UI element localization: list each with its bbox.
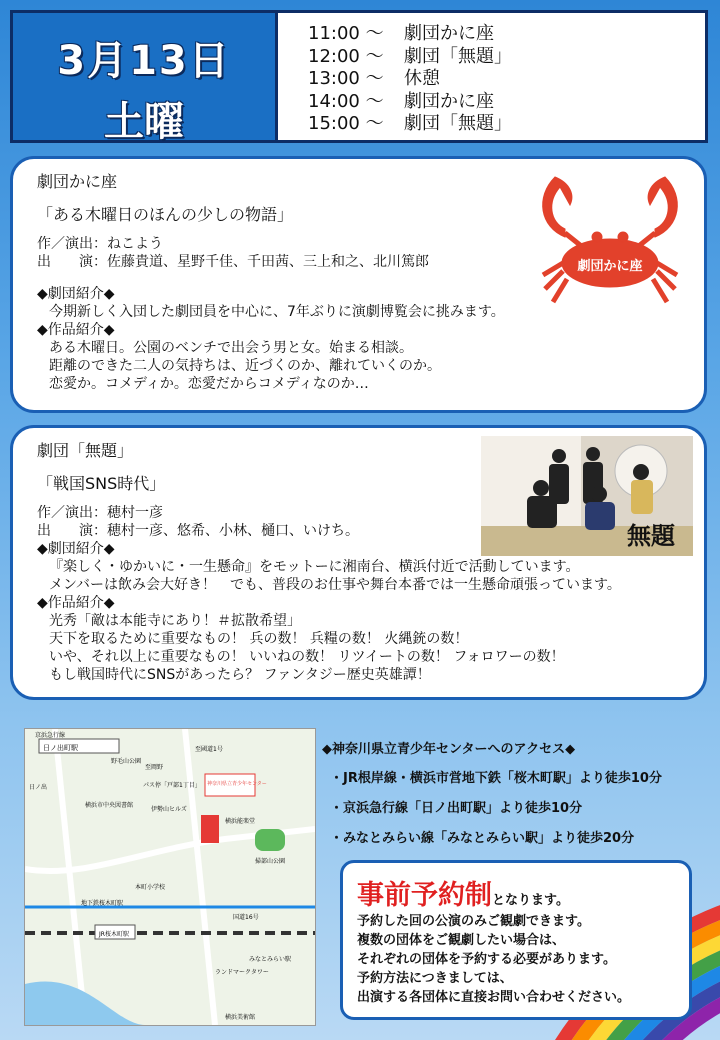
map-label: 日ノ出: [29, 784, 48, 791]
date-box: [10, 10, 278, 143]
schedule-event: 劇団かに座: [404, 23, 494, 44]
map-label: JR桜木町駅: [99, 931, 129, 938]
reservation-line: それぞれの団体を予約する必要があります。: [357, 952, 616, 967]
map-label: 野毛山公園: [111, 758, 142, 765]
troupe-intro-line: メンバーは飲み会大好き！ でも、普段のお仕事や舞台本番では一生懸命頑張っています。: [49, 577, 621, 593]
troupe-intro-heading: ◆劇団紹介◆: [37, 541, 115, 557]
schedule-time: 15:00 〜: [308, 113, 384, 134]
schedule-time: 12:00 〜: [308, 45, 384, 67]
play-title: 「ある木曜日のほんの少しの物語」: [37, 205, 294, 224]
access-map: [24, 728, 316, 1026]
map-label-destination: 神奈川県立青少年センター: [207, 781, 267, 787]
reservation-line: 予約した回の公演のみご観劇できます。: [357, 914, 590, 929]
map-label: 伊勢山ヒルズ: [151, 806, 187, 813]
schedule-row: [308, 46, 705, 69]
work-intro-heading: ◆作品紹介◆: [37, 595, 115, 611]
map-label: 掃部山公園: [255, 858, 286, 865]
troupe-photo: [481, 436, 693, 556]
map-label: 横浜能楽堂: [225, 818, 256, 825]
work-intro-line: もし戦国時代にSNSがあったら？ ファンタジー歴史英雄譚！: [49, 667, 431, 683]
reservation-heading-suffix: となります。: [492, 893, 569, 908]
map-label: 本町小学校: [135, 884, 166, 891]
map-label: 地下鉄桜木町駅: [81, 900, 124, 907]
map-label: 国道16号: [233, 914, 259, 921]
schedule-box: [278, 10, 708, 143]
event-date: 3月13日: [57, 38, 231, 84]
work-intro-line: いや、それ以上に重要なもの！ いいねの数！ リツイートの数！ フォロワーの数！: [49, 649, 565, 665]
event-weekday: 土曜: [104, 99, 184, 145]
schedule-row: [308, 113, 705, 136]
map-label: ランドマークタワー: [215, 969, 269, 976]
play-title: 「戦国SNS時代」: [37, 474, 166, 493]
schedule-row: [308, 91, 705, 114]
map-label: 至國道1号: [195, 746, 223, 753]
map-label: 京浜急行線: [35, 732, 66, 739]
troupe-name: 劇団かに座: [37, 172, 118, 191]
access-item: ・JR根岸線・横浜市営地下鉄「桜木町駅」より徒歩10分: [330, 771, 662, 786]
access-title: ◆神奈川県立青少年センターへのアクセス◆: [322, 742, 576, 757]
cast-line: 出 演：穂村一彦、悠希、小林、樋口、いけち。: [37, 523, 359, 539]
troupe-intro-line: 『楽しく・ゆかいに・一生懸命』をモットーに湘南台、横浜付近で活動しています。: [49, 559, 580, 575]
reservation-notice: [340, 860, 692, 1020]
map-label-station: 日ノ出町駅: [43, 744, 78, 752]
reservation-line: 出演する各団体に直接お問い合わせください。: [357, 990, 631, 1005]
schedule-event: 劇団かに座: [404, 90, 494, 112]
map-label: パス停「戸部1丁目」: [143, 782, 201, 789]
work-intro-line: 距離のできた二人の気持ちは、近づくのか、離れていくのか。: [49, 358, 441, 374]
troupe-card-kaniza: [10, 156, 707, 413]
troupe-card-mudai: [10, 425, 707, 700]
troupe-name: 劇団「無題」: [37, 441, 134, 460]
schedule-time: 14:00 〜: [308, 90, 384, 112]
schedule-time: 13:00 〜: [308, 68, 384, 89]
director-line: 作／演出：ねこよう: [37, 236, 163, 252]
logo-text: 劇団かに座: [577, 259, 643, 274]
work-intro-line: 光秀「敵は本能寺にあり！＃拡散希望」: [49, 613, 301, 629]
schedule-event: 劇団「無題」: [404, 113, 512, 134]
schedule-event: 休憩: [404, 68, 440, 89]
reservation-line: 予約方法につきましては、: [357, 971, 513, 986]
director-line: 作／演出：穂村一彦: [37, 505, 163, 521]
map-label: みなとみらい駅: [249, 956, 292, 963]
access-info: [322, 738, 712, 857]
map-label: 横浜市中央図書館: [85, 802, 134, 809]
cast-line: 出 演：佐藤貴道、星野千佳、千田茜、三上和之、北川篤郎: [37, 254, 429, 270]
work-intro-line: 恋愛か。コメディか。恋愛だからコメディなのか…: [49, 376, 369, 392]
schedule-row: [308, 68, 705, 91]
work-intro-line: 天下を取るために重要なもの！ 兵の数！ 兵糧の数！ 火縄銃の数！: [49, 631, 469, 647]
work-intro-heading: ◆作品紹介◆: [37, 322, 115, 338]
access-item: ・みなとみらい線「みなとみらい駅」より徒歩20分: [330, 831, 635, 846]
work-intro-line: ある木曜日。公園のベンチで出会う男と女。始まる相談。: [49, 340, 413, 356]
map-label: 横浜美術館: [225, 1014, 256, 1021]
schedule-time: 11:00 〜: [308, 23, 384, 44]
crab-logo-icon: [535, 167, 685, 307]
troupe-intro: 今期新しく入団した劇団員を中心に、7年ぶりに演劇博覧会に挑みます。: [49, 304, 505, 320]
access-item: ・京浜急行線「日ノ出町駅」より徒歩10分: [330, 801, 583, 816]
map-label: 至岡野: [145, 764, 164, 771]
troupe-intro-heading: ◆劇団紹介◆: [37, 286, 115, 302]
schedule-event: 劇団「無題」: [404, 45, 512, 67]
schedule-row: [308, 23, 705, 46]
reservation-heading: 事前予約制: [357, 880, 492, 911]
reservation-line: 複数の団体をご観劇したい場合は、: [357, 933, 566, 948]
photo-label: 無題: [627, 522, 675, 550]
